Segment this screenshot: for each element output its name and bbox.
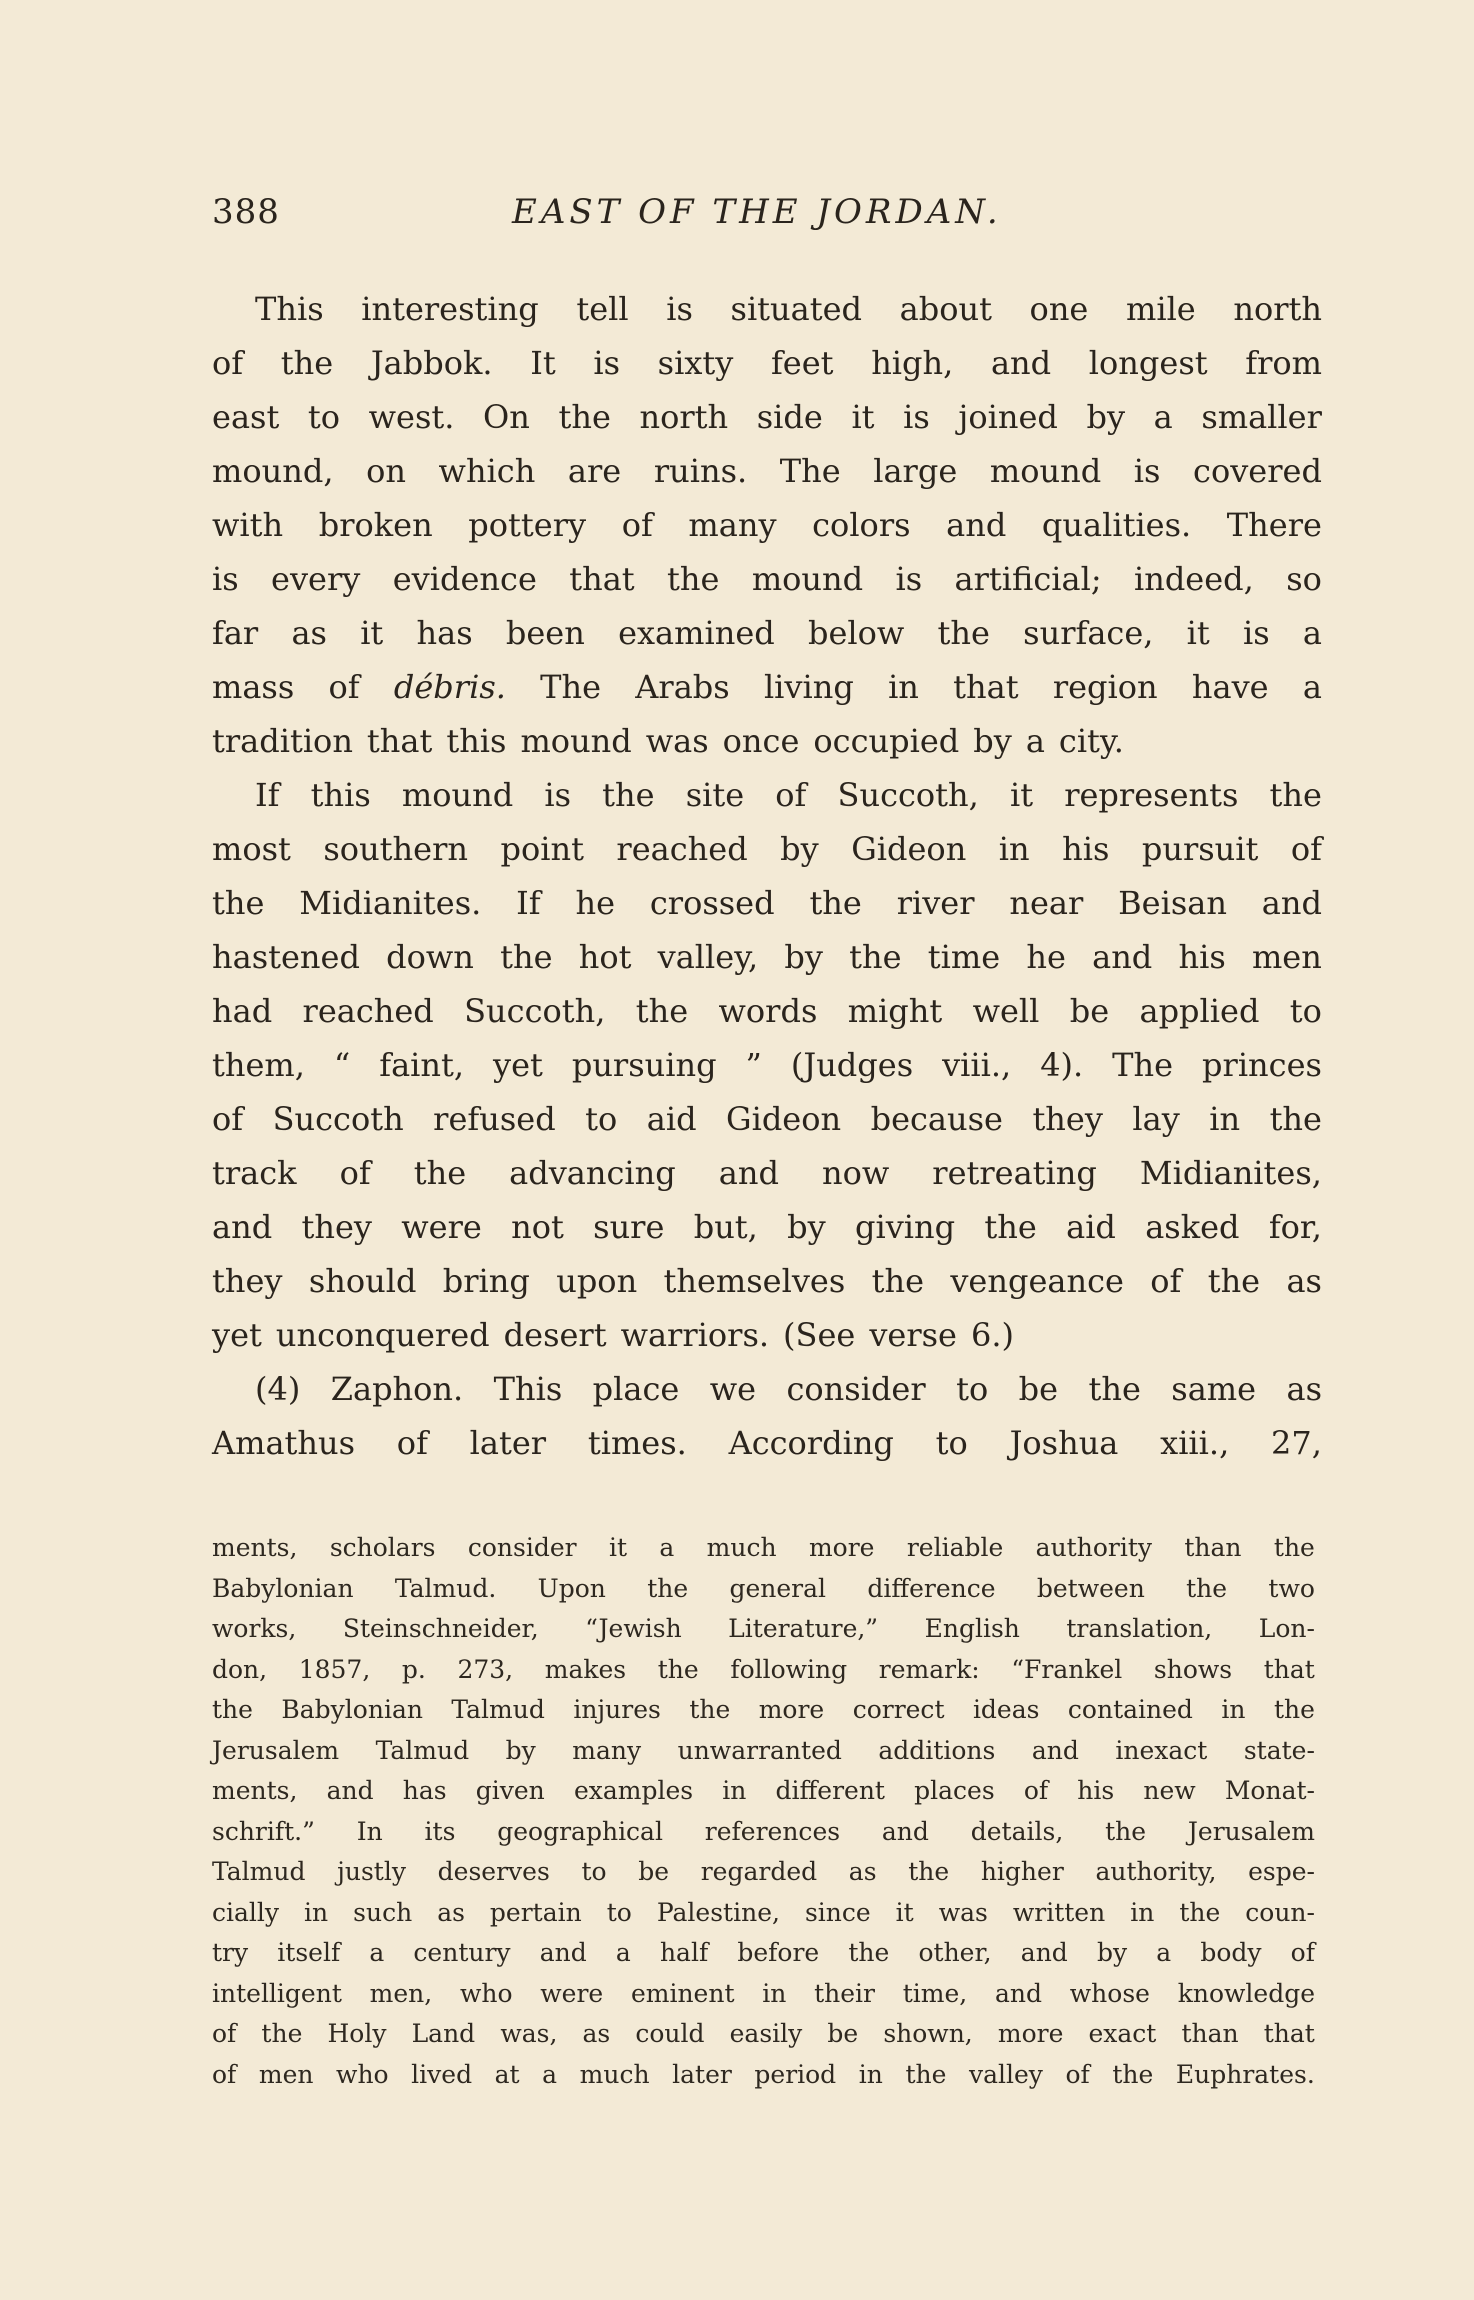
body-line: they should bring upon themselves the vengeance of the as [212, 1262, 1322, 1300]
body-line: them, “ faint, yet pursuing ” (Judges viii., 4). The princes [212, 1046, 1322, 1084]
body-line: east to west. On the north side it is joined by a smaller [212, 398, 1322, 436]
footnote-line: of men who lived at a much later period in the valley of the Euphrates. [212, 2059, 1315, 2089]
footnote-line: intelligent men, who were eminent in their time, and whose knowledge [212, 1978, 1315, 2008]
body-line: is every evidence that the mound is artificial; indeed, so [212, 560, 1322, 598]
body-line: This interesting tell is situated about one mile north [255, 290, 1322, 328]
footnote-line: of the Holy Land was, as could easily be shown, more exact than that [212, 2019, 1315, 2048]
footnote-line: schrift.” In its geographical references and details, the Jerusalem [212, 1816, 1315, 1846]
footnote-line: Babylonian Talmud. Upon the general difference between the two [212, 1573, 1315, 1603]
footnote-line: cially in such as pertain to Palestine, since it was written in the coun- [212, 1897, 1315, 1927]
body-line: of the Jabbok. It is sixty feet high, and longest from [212, 344, 1322, 382]
body-line: tradition that this mound was once occupied by a city. [212, 722, 1124, 760]
page-number: 388 [212, 192, 280, 232]
running-head [212, 192, 1322, 242]
body-line: Amathus of later times. According to Joshua xiii., 27, [212, 1424, 1322, 1462]
body-line: yet unconquered desert warriors. (See verse 6.) [212, 1316, 1014, 1354]
body-line: far as it has been examined below the surface, it is a [212, 614, 1322, 652]
footnote-line: the Babylonian Talmud injures the more correct ideas contained in the [212, 1695, 1315, 1724]
footnote-line: try itself a century and a half before the other, and by a body of [212, 1938, 1315, 1967]
footnote-line: Talmud justly deserves to be regarded as the higher authority, espe- [212, 1857, 1315, 1886]
body-line: mass of débris. The Arabs living in that region have a [212, 668, 1322, 706]
body-line: mound, on which are ruins. The large mound is covered [212, 452, 1322, 490]
footnote-line: don, 1857, p. 273, makes the following remark: “Frankel shows that [212, 1654, 1315, 1684]
body-line: of Succoth refused to aid Gideon because they lay in the [212, 1100, 1322, 1138]
body-line: the Midianites. If he crossed the river near Beisan and [212, 884, 1322, 922]
body-line: with broken pottery of many colors and qualities. There [212, 506, 1322, 544]
footnote-line: ments, scholars consider it a much more reliable authority than the [212, 1533, 1315, 1562]
body-text [212, 282, 1322, 1470]
footnote-line: ments, and has given examples in different places of his new Monat- [212, 1776, 1315, 1805]
body-line: (4) Zaphon. This place we consider to be the same as [255, 1370, 1322, 1408]
body-line: track of the advancing and now retreating Midianites, [212, 1154, 1322, 1192]
body-line: hastened down the hot valley, by the time he and his men [212, 938, 1322, 976]
body-line: had reached Succoth, the words might well be applied to [212, 992, 1322, 1030]
running-title: EAST OF THE JORDAN. [512, 192, 1002, 232]
body-line: If this mound is the site of Succoth, it represents the [255, 776, 1322, 814]
footnote-line: Jerusalem Talmud by many unwarranted additions and inexact state- [212, 1735, 1315, 1765]
footnote [212, 1528, 1315, 2095]
body-line: and they were not sure but, by giving the aid asked for, [212, 1208, 1322, 1246]
footnote-line: works, Steinschneider, “Jewish Literature,” English translation, Lon- [212, 1614, 1315, 1643]
body-line: most southern point reached by Gideon in his pursuit of [212, 830, 1322, 868]
